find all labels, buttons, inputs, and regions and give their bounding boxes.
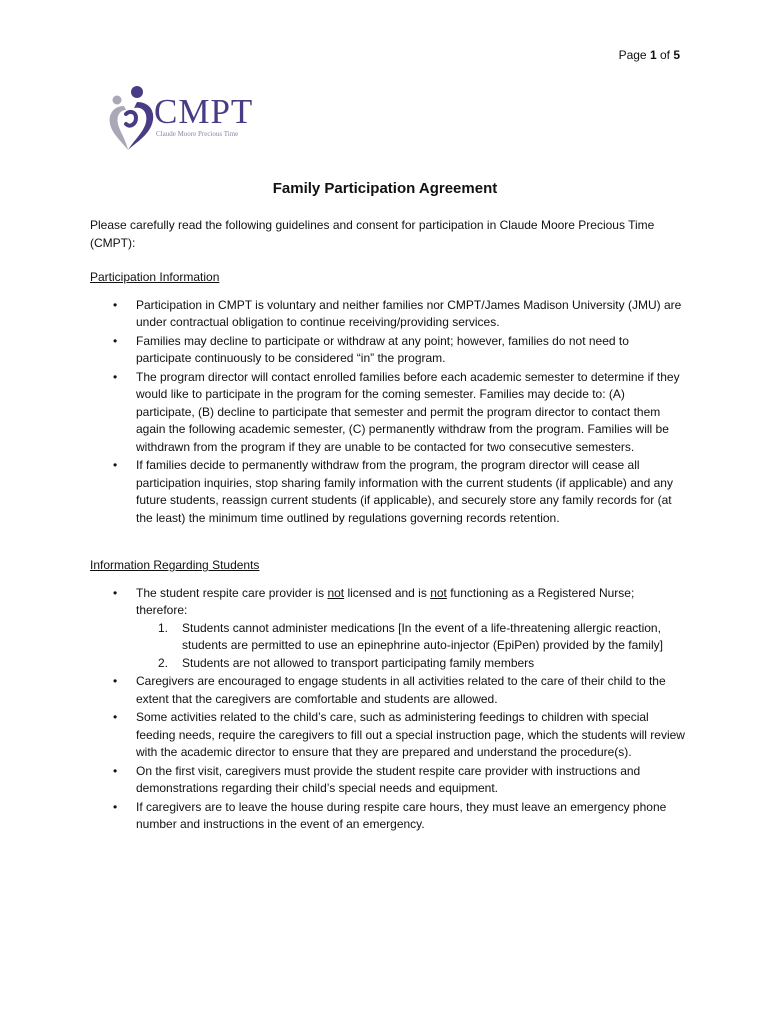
list-item: • The program director will contact enrolled families before each academic semester to determine if they would like to participate in the program for the coming semester. Families may decide to: (A) participate, (B) decline to participate that semester and permit the program director to contact them again the following academic semester, (C) permanently withdraw from the program. Families will be withdrawn from the program if they are unable to be contacted for two consecutive semesters. bbox=[113, 369, 680, 454]
list-item: • If caregivers are to leave the house during respite care hours, they must leave an emergency phone number and instructions in the event of an emergency. bbox=[113, 799, 667, 831]
logo-wordmark: CMPT bbox=[154, 92, 254, 131]
bullet-icon: • bbox=[113, 799, 118, 814]
intro-paragraph: Please carefully read the following guidelines and consent for participation in Claude Moore Precious Time (CMPT): bbox=[90, 218, 655, 250]
list-item: • Some activities related to the child’s care, such as administering feedings to children with special feeding needs, require the caregivers to fill out a special instruction page, which the students will review with the academic director to ensure that they are prepared and understand the procedure(s). bbox=[113, 710, 685, 759]
page-number bbox=[619, 48, 680, 62]
restrictions-list bbox=[136, 620, 685, 673]
list-item: • On the first visit, caregivers must provide the student respite care provider with instructions and demonstrations regarding their child’s special needs and equipment. bbox=[113, 763, 641, 795]
bullet-icon: • bbox=[113, 458, 118, 472]
participation-list bbox=[90, 297, 685, 528]
bullet-icon: • bbox=[113, 763, 118, 778]
list-item: • Families may decline to participate or withdraw at any point; however, families do not need to participate continuously to be considered “in” the program. bbox=[113, 333, 629, 365]
numbered-item: 2. Students are not allowed to transport participating family members bbox=[158, 655, 535, 670]
bullet-icon: • bbox=[113, 674, 118, 688]
list-item: • The student respite care provider is not licensed and is not functioning as a Registered Nurse; therefore: 1. Students cannot administer medications [In the event of a life-threatening allergic reaction, students are permitted to use an epinephrine auto-injector (EpiPen) provided by the family] 2. Students are not allowed to transport participating family members bbox=[90, 585, 685, 673]
cmpt-logo bbox=[104, 84, 279, 154]
bullet-icon: • bbox=[113, 297, 118, 312]
section-heading-students: Information Regarding Students bbox=[90, 558, 260, 572]
section-heading-participation: Participation Information bbox=[90, 270, 220, 284]
bullet-icon: • bbox=[113, 333, 118, 348]
list-item: • Caregivers are encouraged to engage students in all activities related to the care of their child to the extent that the caregivers are comfortable and students are allowed. bbox=[113, 674, 666, 706]
document-title: Family Participation Agreement bbox=[272, 180, 498, 197]
bullet-icon: • bbox=[113, 585, 118, 600]
students-list bbox=[90, 585, 685, 834]
page-prefix: Page bbox=[618, 48, 650, 62]
page-of: of bbox=[656, 48, 674, 62]
page-total: 5 bbox=[673, 48, 680, 62]
page-current: 1 bbox=[649, 48, 657, 62]
bullet-icon: • bbox=[113, 710, 118, 724]
logo-subtitle: Claude Moore Precious Time bbox=[156, 130, 239, 138]
list-item: • Participation in CMPT is voluntary and neither families nor CMPT/James Madison University (JMU) are under contractual obligation to continue receiving/providing services. bbox=[113, 297, 682, 329]
bullet-icon: • bbox=[113, 369, 118, 384]
numbered-item: 1. Students cannot administer medications [In the event of a life-threatening allergic reaction, students are permitted to use an epinephrine auto-injector (EpiPen) provided by the family] bbox=[158, 620, 663, 652]
list-item: • If families decide to permanently withdraw from the program, the program director will cease all participation inquiries, stop sharing family information with the current students (if applicable) and any future students, reassign current students (if applicable), and securely store any family records for (at the least) the minimum time outlined by regulations governing records retention. bbox=[113, 458, 673, 525]
document-body bbox=[90, 217, 685, 835]
